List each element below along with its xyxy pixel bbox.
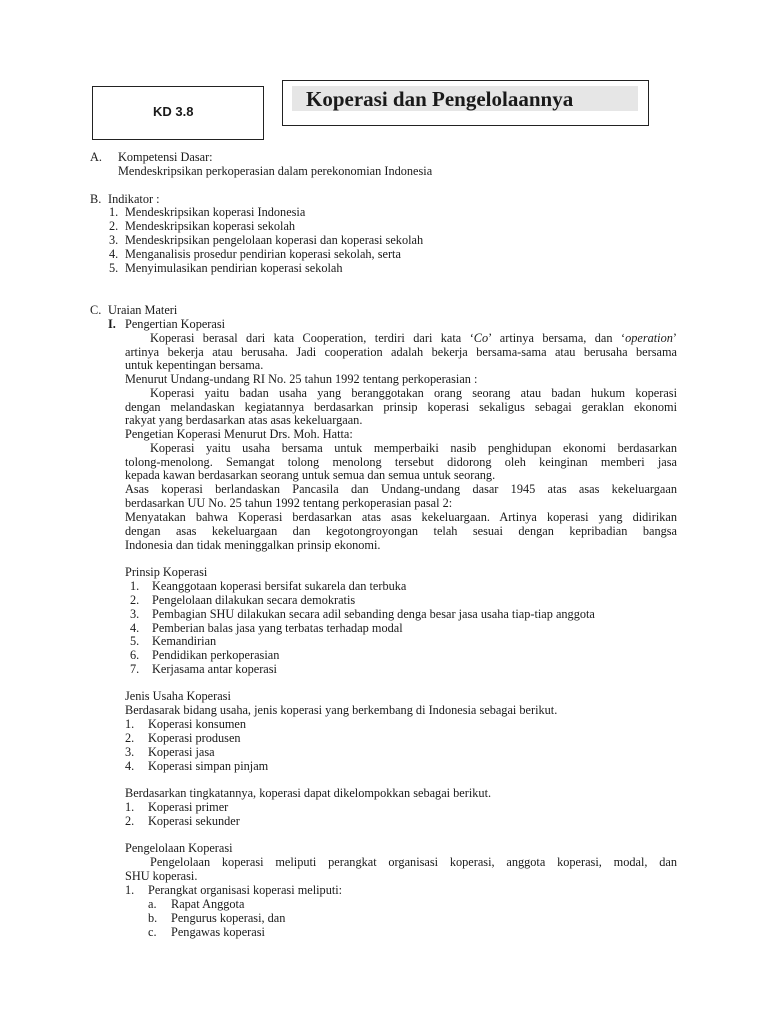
jenis-title: Jenis Usaha Koperasi (125, 689, 231, 703)
paragraph-line: Menyatakan bahwa Koperasi berdasarkan atas asas kekeluargaan. Artinya koperasi yang didirikan (125, 511, 677, 524)
paragraph-line: artinya bekerja atau berusaha. Jadi cooperation adalah bekerja bersama-sama atau berusaha bersama (125, 346, 677, 359)
section-b-letter: B. (90, 192, 102, 206)
sub-item: Pengurus koperasi, dan (171, 911, 286, 925)
paragraph-line: SHU koperasi. (125, 869, 198, 883)
paragraph-line: rakyat yang berdasarkan atas asas kekeluargaan. (125, 413, 363, 427)
indikator-item: Menganalisis prosedur pendirian koperasi sekolah, serta (125, 247, 401, 261)
pengelolaan-title: Pengelolaan Koperasi (125, 841, 233, 855)
jenis-num: 1. (125, 717, 135, 731)
prinsip-item: Kemandirian (152, 634, 217, 648)
jenis-item: Koperasi konsumen (148, 717, 247, 731)
paragraph-line: Koperasi yaitu badan usaha yang beranggotakan orang seorang atau badan hukum koperasi (150, 387, 677, 400)
jenis-intro: Berdasarak bidang usaha, jenis koperasi yang berkembang di Indonesia sebagai berikut. (125, 703, 558, 717)
sub-item: Rapat Anggota (171, 897, 245, 911)
section-a-title: Kompetensi Dasar: (118, 150, 213, 164)
paragraph-line: Asas koperasi berlandaskan Pancasila dan Undang-undang dasar 1945 atas asas kekeluargaan (125, 483, 677, 496)
indikator-item: Mendeskripsikan koperasi Indonesia (125, 205, 306, 219)
prinsip-num: 4. (130, 621, 140, 635)
subsection-title: Pengertian Koperasi (125, 317, 226, 331)
paragraph-line: dengan melandaskan kegiatannya berdasarkan prinsip koperasi sekaligus sebagai geraklan ekonomi (125, 401, 677, 414)
text-run: Koperasi berasal dari kata Cooperation, terdiri dari kata ‘ (150, 332, 474, 345)
prinsip-item: Pemberian balas jasa yang terbatas terhadap modal (152, 621, 403, 635)
prinsip-num: 3. (130, 607, 140, 621)
prinsip-item: Kerjasama antar koperasi (152, 662, 277, 676)
jenis-num: 4. (125, 759, 135, 773)
section-c-title: Uraian Materi (108, 303, 178, 317)
prinsip-item: Pendidikan perkoperasian (152, 648, 280, 662)
sub-item: Pengawas koperasi (171, 925, 265, 939)
text-run: ’ artinya bersama, dan ‘ (488, 332, 626, 345)
paragraph-line (150, 332, 677, 346)
prinsip-item: Keanggotaan koperasi bersifat sukarela dan terbuka (152, 579, 407, 593)
paragraph-line: kepada kawan berdasarkan seorang untuk semua dan semua untuk seorang. (125, 468, 496, 482)
tingkatan-num: 1. (125, 800, 135, 814)
indikator-num: 2. (109, 219, 119, 233)
paragraph-line: Koperasi yaitu usaha bersama untuk memperbaiki nasib penghidupan ekonomi berdasarkan (150, 442, 677, 455)
indikator-num: 3. (109, 233, 119, 247)
tingkatan-intro: Berdasarkan tingkatannya, koperasi dapat dikelompokkan sebagai berikut. (125, 786, 492, 800)
tingkatan-num: 2. (125, 814, 135, 828)
prinsip-num: 6. (130, 648, 140, 662)
section-c-letter: C. (90, 303, 102, 317)
indikator-item: Mendeskripsikan koperasi sekolah (125, 219, 296, 233)
prinsip-item: Pengelolaan dilakukan secara demokratis (152, 593, 356, 607)
paragraph-line: untuk kepentingan bersama. (125, 358, 264, 372)
paragraph-line: tolong-menolong. Semangat tolong menolong tersebut didorong oleh keinginan memberi jasa (125, 456, 677, 469)
paragraph-line: Menurut Undang-undang RI No. 25 tahun 1992 tentang perkoperasian : (125, 372, 478, 386)
tingkatan-item: Koperasi primer (148, 800, 229, 814)
paragraph-line: berdasarkan UU No. 25 tahun 1992 tentang perkoperasian pasal 2: (125, 496, 453, 510)
sub-item-letter: c. (148, 925, 157, 939)
italic-term: operation (625, 332, 673, 345)
section-a-letter: A. (90, 150, 102, 164)
text-run: ’ (672, 332, 677, 345)
kd-label: KD 3.8 (153, 104, 194, 119)
document-title: Koperasi dan Pengelolaannya (306, 87, 574, 111)
jenis-item: Koperasi simpan pinjam (148, 759, 269, 773)
paragraph-line: Pengelolaan koperasi meliputi perangkat organisasi koperasi, anggota koperasi, modal, dan (150, 856, 677, 869)
prinsip-item: Pembagian SHU dilakukan secara adil sebanding denga besar jasa usaha tiap-tiap anggota (152, 607, 595, 621)
subsection-num: I. (108, 317, 116, 331)
prinsip-num: 1. (130, 579, 140, 593)
tingkatan-item: Koperasi sekunder (148, 814, 240, 828)
pengelolaan-num: 1. (125, 883, 135, 897)
pengelolaan-item: Perangkat organisasi koperasi meliputi: (148, 883, 343, 897)
prinsip-num: 2. (130, 593, 140, 607)
sub-item-letter: b. (148, 911, 158, 925)
indikator-num: 4. (109, 247, 119, 261)
title-box (282, 80, 649, 126)
paragraph-line: Indonesia dan tidak meninggalkan prinsip ekonomi. (125, 538, 381, 552)
paragraph-line: Pengetian Koperasi Menurut Drs. Moh. Hatta: (125, 427, 353, 441)
jenis-num: 3. (125, 745, 135, 759)
section-a-text: Mendeskripsikan perkoperasian dalam perekonomian Indonesia (118, 164, 433, 178)
kd-box (92, 86, 264, 140)
section-b-title: Indikator : (108, 192, 160, 206)
indikator-item: Menyimulasikan pendirian koperasi sekolah (125, 261, 343, 275)
prinsip-num: 7. (130, 662, 140, 676)
jenis-item: Koperasi jasa (148, 745, 215, 759)
italic-term: Co (473, 332, 489, 345)
indikator-num: 5. (109, 261, 119, 275)
jenis-num: 2. (125, 731, 135, 745)
jenis-item: Koperasi produsen (148, 731, 241, 745)
title-shade (292, 86, 638, 111)
paragraph-line: dengan asas kekeluargaan dan kegotongroyongan telah sesuai dengan kepribadian bangsa (125, 525, 677, 538)
sub-item-letter: a. (148, 897, 157, 911)
prinsip-num: 5. (130, 634, 140, 648)
indikator-num: 1. (109, 205, 119, 219)
prinsip-title: Prinsip Koperasi (125, 565, 208, 579)
indikator-item: Mendeskripsikan pengelolaan koperasi dan koperasi sekolah (125, 233, 424, 247)
